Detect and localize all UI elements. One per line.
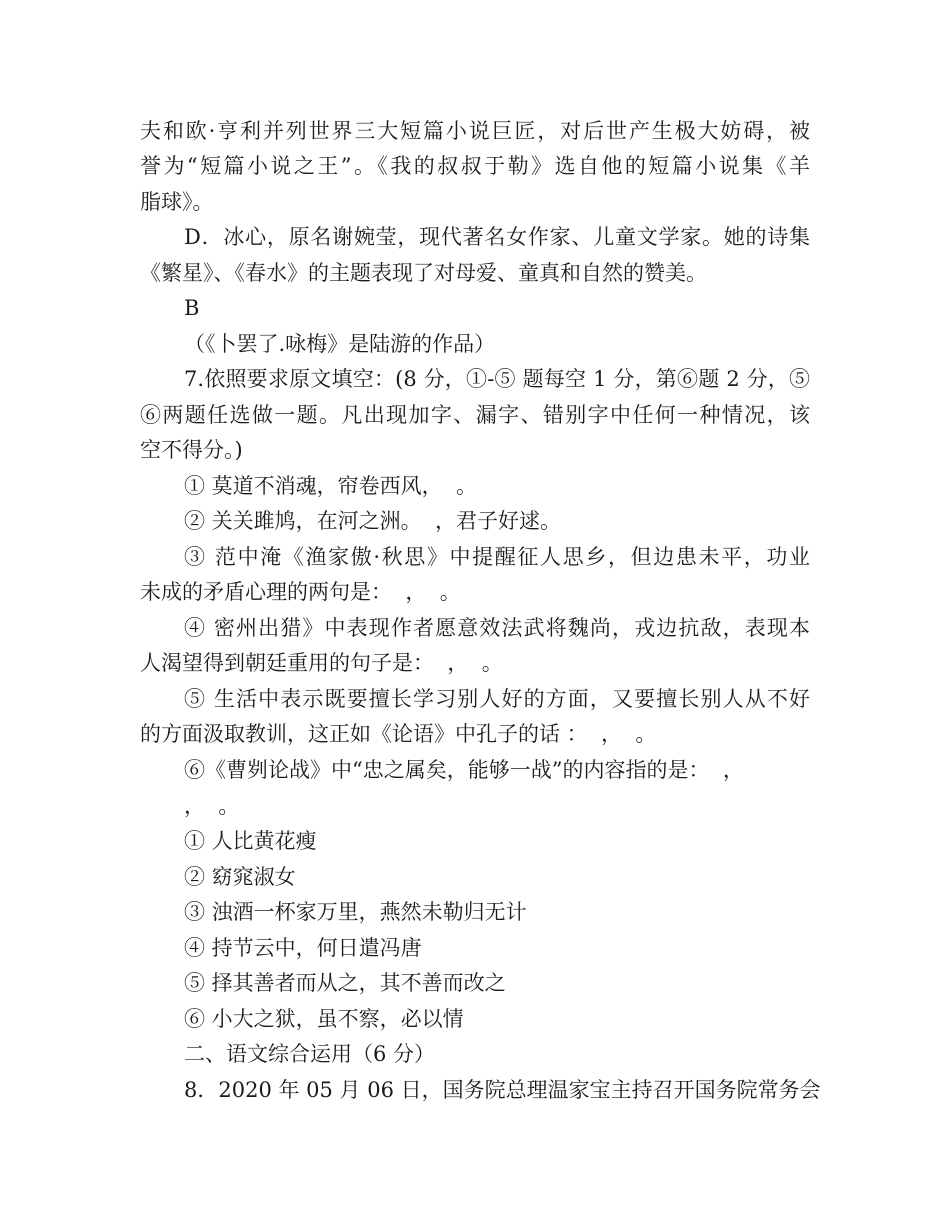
question-line: 8．2020 年 05 月 06 日，国务院总理温家宝主持召开国务院常务会: [184, 1078, 821, 1102]
fill-blank-item: 未成的矛盾心理的两句是： ， 。: [140, 580, 461, 604]
answer-item: ② 窈窕淑女: [184, 865, 296, 889]
answer-item: ⑥ 小大之狱，虽不察，必以情: [184, 1007, 464, 1031]
answer-item: ① 人比黄花瘦: [184, 829, 317, 853]
fill-blank-item: ② 关关雎鸠，在河之洲。 ，君子好逑。: [184, 509, 562, 533]
note-line: （《卜罢了.咏梅》是陆游的作品）: [184, 332, 496, 356]
fill-blank-item: ③ 范中淹《渔家傲·秋思》中提醒征人思乡，但边患未平，功业: [184, 545, 810, 569]
question-line: ⑥两题任选做一题。凡出现加字、漏字、错别字中任何一种情况，该: [140, 403, 810, 427]
answer-item: ③ 浊酒一杯家万里，燕然未勒归无计: [184, 900, 527, 924]
fill-blank-item: 人渴望得到朝廷重用的句子是： ， 。: [140, 651, 503, 675]
answer-item: ④ 持节云中，何日遣冯唐: [184, 936, 422, 960]
text-line: 《繁星》、《春水》的主题表现了对母爱、童真和自然的赞美。: [140, 261, 707, 285]
text-line: D．冰心，原名谢婉莹，现代著名女作家、儿童文学家。她的诗集: [184, 225, 810, 249]
fill-blank-item: ， 。: [184, 794, 240, 818]
answer-item: ⑤ 择其善者而从之，其不善而改之: [184, 971, 506, 995]
question-line: 空不得分。): [140, 438, 243, 462]
fill-blank-item: ⑤ 生活中表示既要擅长学习别人好的方面，又要擅长别人从不好: [184, 687, 810, 711]
fill-blank-item: ④ 密州出猎》中表现作者愿意效法武将魏尚，戎边抗敌，表现本: [184, 616, 810, 640]
text-line: 脂球》。: [140, 190, 214, 214]
fill-blank-item: 的方面汲取教训，这正如《论语》中孔子的话 ： ， 。: [140, 722, 657, 746]
answer-line: B: [184, 296, 200, 320]
fill-blank-item: ⑥《曹刿论战》中“忠之属矣，能够一战”的内容指的是： ，: [184, 758, 744, 782]
text-line: 夫和欧·亨利并列世界三大短篇小说巨匠，对后世产生极大妨碍，被: [140, 119, 810, 143]
section-heading: 二、语文综合运用（6 分）: [184, 1042, 436, 1066]
text-line: 誉为“短篇小说之王”。《我的叔叔于勒》选自他的短篇小说集《羊: [140, 154, 810, 178]
question-line: 7.依照要求原文填空：(8 分，①-⑤ 题每空 1 分，第⑥题 2 分，⑤: [184, 367, 810, 391]
fill-blank-item: ① 莫道不消魂，帘卷西风， 。: [184, 474, 478, 498]
